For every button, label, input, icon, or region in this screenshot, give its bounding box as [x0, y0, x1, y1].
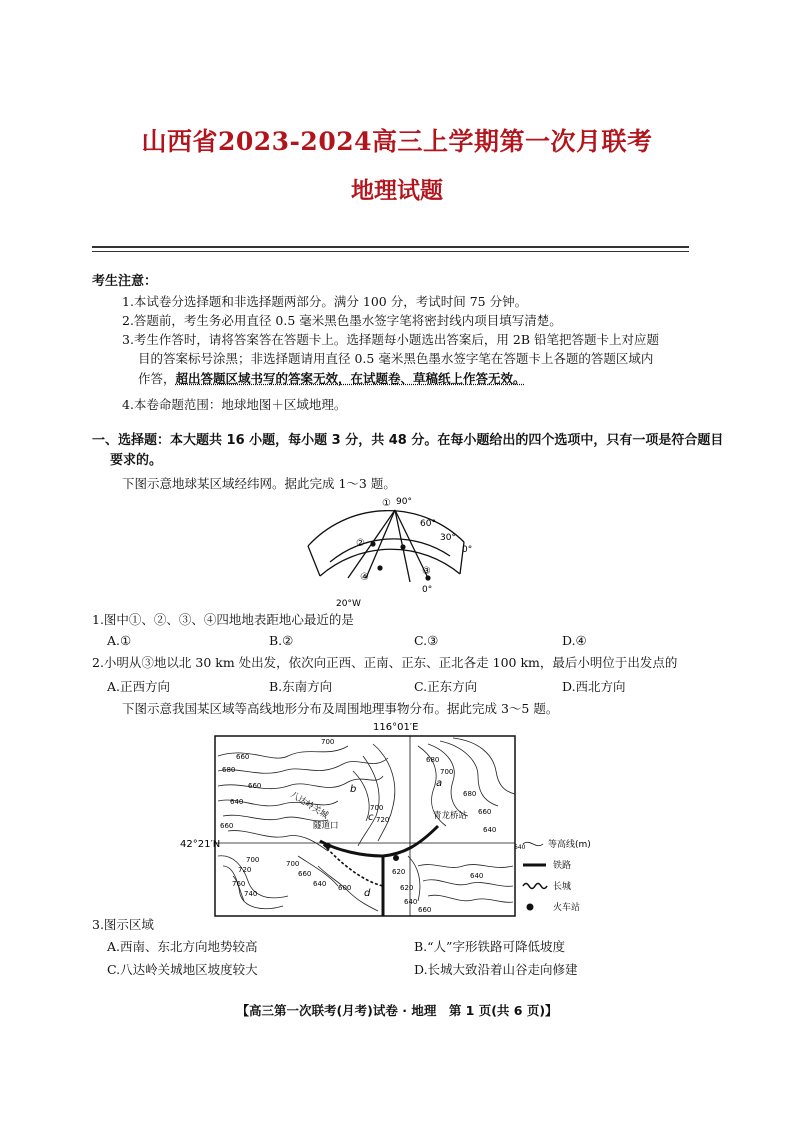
- page-footer: 【高三第一次联考(月考)试卷 · 地理 第 1 页(共 6 页)】: [236, 1003, 558, 1018]
- contour-label-23: 620: [400, 884, 414, 892]
- notice-item-3-emphasis: 超出答题区域书写的答案无效，在试题卷、草稿纸上作答无效。: [175, 371, 526, 386]
- legend-rail-label: 铁路: [553, 861, 572, 871]
- notice-item-4: 4.本卷命题范围：地球地图＋区域地理。: [122, 397, 347, 412]
- contour-label-5: 640: [230, 798, 244, 806]
- contour-label-21: 620: [392, 868, 406, 876]
- q2-stem: 2.小明从③地以北 30 km 处出发，依次向正西、正南、正东、正北各走 100 km，最后小明位于出发点的: [92, 655, 678, 670]
- q3-5-intro: 下图示意我国某区域等高线地形分布及周围地理事物分布。据此完成 3～5 题。: [122, 701, 559, 716]
- section1-instruction-cont: 要求的。: [110, 453, 163, 468]
- contour-label-15: 720: [238, 866, 252, 874]
- notice-item-3-end: [138, 370, 526, 388]
- contour-label-4: 660: [248, 782, 262, 790]
- contour-label-17: 740: [244, 890, 258, 898]
- contour-label-8: 680: [426, 756, 440, 764]
- label-point-b: b: [350, 784, 357, 795]
- contour-label-7: 720: [376, 816, 390, 824]
- label-point-a: a: [436, 778, 443, 789]
- contour-label-9: 700: [440, 768, 454, 776]
- tunnel-marker: [325, 843, 331, 849]
- q2-option-a[interactable]: A.正西方向: [107, 679, 171, 694]
- q1-3-intro: 下图示意地球某区域经纬网。据此完成 1～3 题。: [122, 476, 396, 491]
- notice-item-3-cont: 目的答案标号涂黑；非选择题请用直径 0.5 毫米黑色墨水签字笔在答题卡上各题的答题区域内: [138, 351, 654, 366]
- exam-subject: 地理试题: [351, 177, 443, 204]
- contour-label-12: 640: [483, 826, 497, 834]
- label-lon-20w: 20°W: [336, 599, 361, 609]
- header-rule-bottom: [92, 251, 689, 252]
- contour-label-20: 640: [313, 880, 327, 888]
- q3-option-d[interactable]: D.长城大致沿着山谷走向修建: [414, 962, 578, 977]
- label-longitude: 116°01′E: [373, 722, 419, 733]
- contour-label-10: 680: [463, 790, 477, 798]
- notice-item-2: 2.答题前，考生务必用直径 0.5 毫米黑色墨水签字笔将密封线内项目填写清楚。: [122, 313, 562, 328]
- legend-wall-label: 长城: [553, 882, 572, 892]
- contour-label-6: 700: [370, 804, 384, 812]
- contour-label-26: 640: [470, 872, 484, 880]
- q1-option-d[interactable]: D.④: [562, 633, 587, 648]
- q1-option-b[interactable]: B.②: [269, 633, 294, 648]
- legend-wall-symbol: [523, 884, 547, 889]
- contour-label-13: 660: [220, 822, 234, 830]
- label-lon-0: 0°: [422, 585, 433, 595]
- q3-option-b[interactable]: B.“人”字形铁路可降低坡度: [414, 939, 565, 954]
- label-lat-0: 0°: [462, 545, 473, 555]
- q1-stem: 1.图中①、②、③、④四地地表距地心最近的是: [92, 612, 354, 627]
- point-3-dot: [400, 544, 405, 549]
- label-point-d: d: [364, 888, 371, 899]
- contour-label-16: 760: [232, 880, 246, 888]
- label-tunnel: 隧道口: [313, 821, 339, 831]
- contour-label-14: 700: [246, 856, 260, 864]
- figure-contour-map: [178, 716, 633, 918]
- contour-label-11: 660: [478, 808, 492, 816]
- label-lat-90: 90°: [396, 497, 412, 507]
- contour-label-25: 660: [418, 906, 432, 914]
- legend-station-symbol: [527, 904, 534, 911]
- label-point-4: ④: [360, 572, 369, 583]
- point-2-dot: [370, 541, 375, 546]
- label-latitude: 42°21′N: [180, 839, 221, 850]
- contour-label-1: 700: [321, 738, 335, 746]
- contour-label-2: 660: [236, 753, 250, 761]
- contour-label-19: 660: [298, 870, 312, 878]
- contour-label-24: 640: [404, 898, 418, 906]
- contour-label-3: 680: [222, 766, 236, 774]
- label-point-c: c: [368, 812, 374, 823]
- label-lat-60: 60°: [420, 519, 436, 529]
- q1-option-a[interactable]: A.①: [107, 633, 132, 648]
- contour-label-22: 600: [338, 884, 352, 892]
- q2-option-c[interactable]: C.正东方向: [414, 679, 478, 694]
- legend-contour-value: 640: [514, 844, 526, 851]
- point-4-dot: [377, 565, 382, 570]
- notice-item-1: 1.本试卷分选择题和非选择题两部分。满分 100 分，考试时间 75 分钟。: [122, 294, 528, 309]
- label-qinglongqiao: 青龙桥站: [433, 811, 468, 821]
- label-badaling: 八达岭关城: [288, 790, 330, 822]
- q1-option-c[interactable]: C.③: [414, 633, 439, 648]
- legend-contour-label: 等高线(m): [548, 840, 591, 850]
- figure-graticule: [300, 492, 480, 610]
- station-marker: [393, 855, 399, 861]
- label-lat-30: 30°: [440, 533, 456, 543]
- legend-contour-symbol: [523, 842, 543, 845]
- exam-title: 山西省2023-2024高三上学期第一次月联考: [141, 127, 653, 156]
- section1-instruction: 一、选择题：本大题共 16 小题，每小题 3 分，共 48 分。在每小题给出的四个选项中，只有一项是符合题目: [92, 433, 724, 448]
- header-rule-top: [92, 246, 689, 248]
- q3-option-c[interactable]: C.八达岭关城地区坡度较大: [107, 962, 258, 977]
- q3-stem: 3.图示区域: [92, 917, 154, 932]
- notice-item-3: 3.考生作答时，请将答案答在答题卡上。选择题每小题选出答案后，用 2B 铅笔把答题卡上对应题: [122, 332, 660, 347]
- q2-option-b[interactable]: B.东南方向: [269, 679, 333, 694]
- notice-item-3-end-plain: 作答，: [138, 371, 176, 386]
- contour-label-18: 700: [286, 860, 300, 868]
- q2-option-d[interactable]: D.西北方向: [562, 679, 626, 694]
- label-point-3: ③: [422, 566, 431, 577]
- q3-option-a[interactable]: A.西南、东北方向地势较高: [107, 939, 258, 954]
- legend-station-label: 火车站: [553, 903, 581, 913]
- map-legend: [514, 838, 591, 913]
- label-point-2: ②: [356, 538, 365, 549]
- notice-heading: 考生注意：: [92, 274, 158, 289]
- label-point-1: ①: [382, 498, 391, 509]
